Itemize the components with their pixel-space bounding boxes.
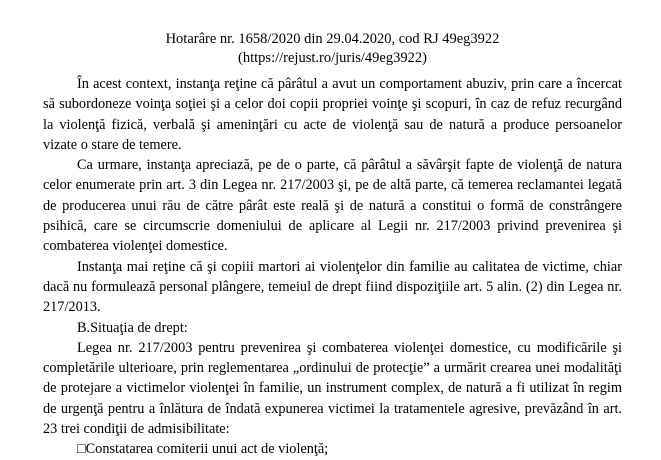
document-body (43, 74, 622, 460)
document-url: (https://rejust.ro/juris/49eg3922) (238, 49, 427, 66)
paragraph-ca-urmare: Ca urmare, instanţa apreciază, pe de o parte, că pârâtul a săvârşit fapte de violenţă de natura celor enumerate prin art. 3 din Legea nr. 217/2003 şi, pe de altă parte, că temerea reclamantei legată de producerea unui rău de către pârât este reală şi de natură a constitui o formă de constrângere psihică, care se circumscrie domeniului de aplicare al Legii nr. 217/2003 privind prevenirea şi combaterea violenţei domestice. (43, 157, 622, 255)
document-header (43, 30, 622, 67)
section-heading-situatia-de-drept: B.Situaţia de drept: (77, 319, 188, 336)
document-title: Hotarâre nr. 1658/2020 din 29.04.2020, cod RJ 49eg3922 (165, 31, 500, 47)
paragraph-copii-martori: Instanţa mai reţine că şi copiii martori ai violenţelor din familie au calitatea de victime, chiar dacă nu formulează personal plângere, temeiul de drept fiind dispoziţiile art. 5 alin. (2) din Legea nr. 217/2013. (43, 258, 622, 316)
list-item-conditie-admisibilitate: □Constatarea comiterii unui act de violenţă; (77, 441, 329, 458)
paragraph-legea-217-2003: Legea nr. 217/2003 pentru prevenirea şi combaterea violenţei domestice, cu modificările şi completările ulterioare, prin reglementarea „ordinului de protecţie” a urmărit crearea unei modalităţi de protejare a victimelor violenţei în familie, un instrument complex, de natură a fi utilizat în regim de urgenţă pentru a înlătura de îndată expunerea victimei la tratamentele agresive, prevăzând în art. 23 trei condiţii de admisibilitate: (43, 339, 622, 438)
paragraph-context-abuziv: În acest context, instanţa reţine că pârâtul a avut un comportament abuziv, prin care a încercat să subordoneze voinţa soţiei şi a celor doi copii propriei voinţe şi scopuri, în caz de refuz recurgând la violenţă fizică, verbală şi ameninţări cu acte de violenţă sau de natură a produce persoanelor vizate o stare de temere. (43, 76, 622, 153)
